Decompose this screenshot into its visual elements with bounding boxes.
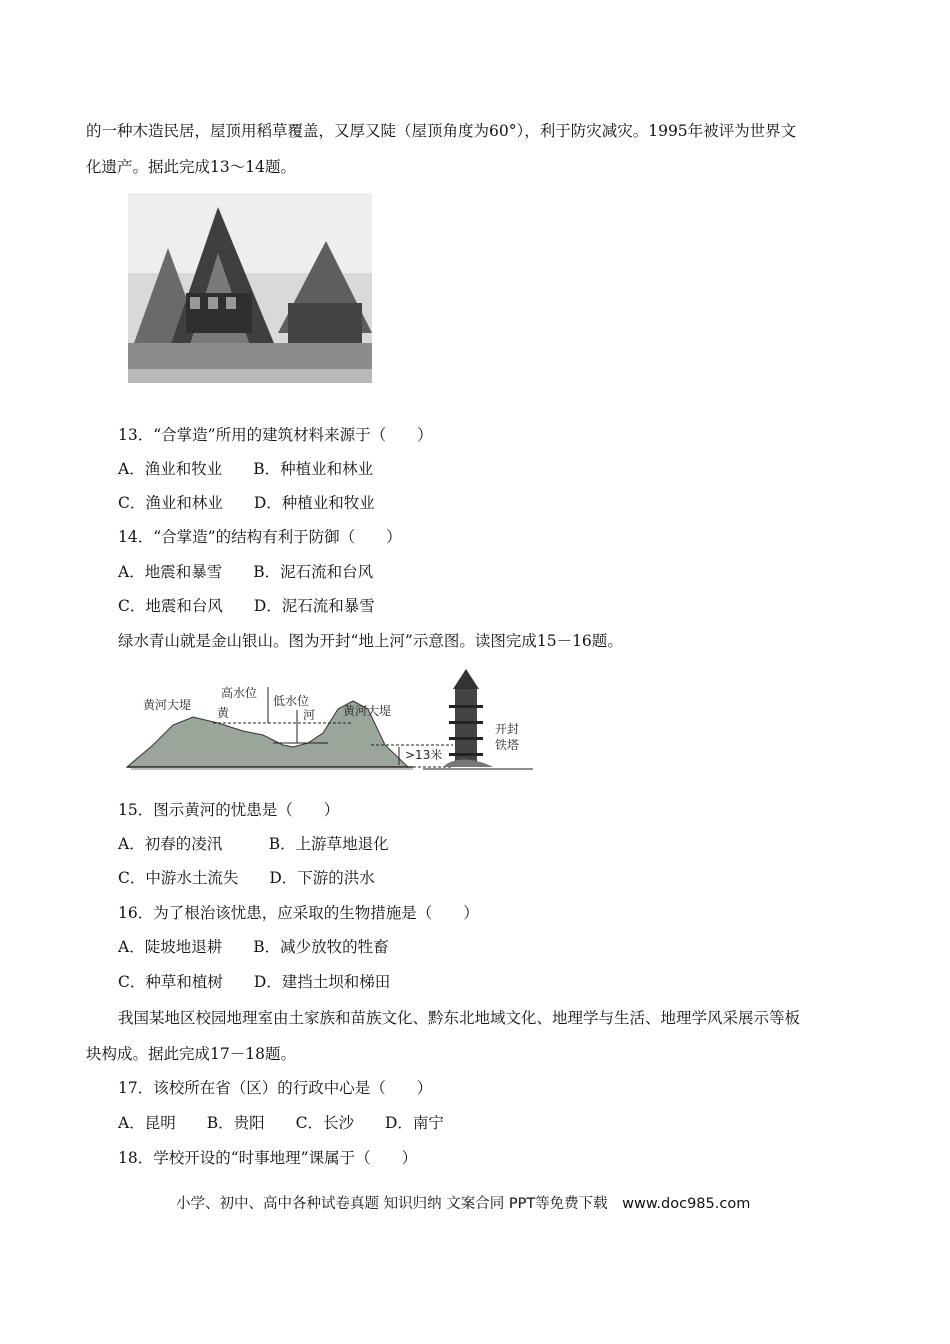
q16-options-ab: A．陡坡地退耕 B．减少放牧的牲畜: [118, 938, 389, 956]
q13-stem: 13．“合掌造”所用的建筑材料来源于（ ）: [118, 426, 433, 444]
q15-options-ab: A．初春的凌汛 B．上游草地退化: [118, 835, 389, 853]
high-water-label: 高水位: [221, 686, 258, 700]
low-water-label: 低水位: [273, 694, 310, 708]
q16-options-cd: C．种草和植树 D．建挡土坝和梯田: [118, 973, 391, 991]
intro-3-line-1: 我国某地区校园地理室由土家族和苗族文化、黔东北地域文化、地理学与生活、地理学风采展示等板: [118, 1009, 801, 1027]
intro-3-line-2: 块构成。据此完成17－18题。: [86, 1045, 296, 1063]
intro-line-1: 的一种木造民居，屋顶用稻草覆盖，又厚又陡（屋顶角度为60°），利于防灾减灾。1995年被评为世界文: [86, 122, 797, 140]
intro-2: 绿水青山就是金山银山。图为开封“地上河”示意图。读图完成15－16题。: [118, 632, 623, 650]
q15-options-cd: C．中游水土流失 D．下游的洪水: [118, 869, 375, 887]
q14-options-cd: C．地震和台风 D．泥石流和暴雪: [118, 597, 375, 615]
right-dike-label: 黄河大堤: [343, 704, 392, 718]
q17-options: A．昆明 B．贵阳 C．长沙 D．南宁: [118, 1114, 444, 1132]
tower-label-2: 铁塔: [495, 738, 520, 752]
height-label: >13米: [405, 748, 443, 762]
river-label-2: 河: [303, 708, 316, 722]
q13-options-ab: A．渔业和牧业 B．种植业和林业: [118, 460, 374, 478]
yellow-river-diagram: [123, 665, 535, 773]
tower-label-1: 开封: [495, 722, 520, 736]
left-dike-label: 黄河大堤: [143, 698, 192, 712]
q14-options-ab: A．地震和暴雪 B．泥石流和台风: [118, 563, 374, 581]
page-footer: 小学、初中、高中各种试卷真题 知识归纳 文案合同 PPT等免费下载 www.doc985.com: [176, 1196, 751, 1212]
q18-stem: 18．学校开设的“时事地理”课属于（ ）: [118, 1149, 418, 1167]
q14-stem: 14．“合掌造”的结构有利于防御（ ）: [118, 528, 402, 546]
gassho-house-photo: [128, 193, 372, 383]
q16-stem: 16．为了根治该忧患，应采取的生物措施是（ ）: [118, 904, 479, 922]
q13-options-cd: C．渔业和林业 D．种植业和牧业: [118, 494, 375, 512]
q15-stem: 15．图示黄河的忧患是（ ）: [118, 801, 340, 819]
intro-line-2: 化遗产。据此完成13～14题。: [86, 158, 296, 176]
q17-stem: 17．该校所在省（区）的行政中心是（ ）: [118, 1079, 433, 1097]
river-label-1: 黄: [217, 706, 230, 720]
